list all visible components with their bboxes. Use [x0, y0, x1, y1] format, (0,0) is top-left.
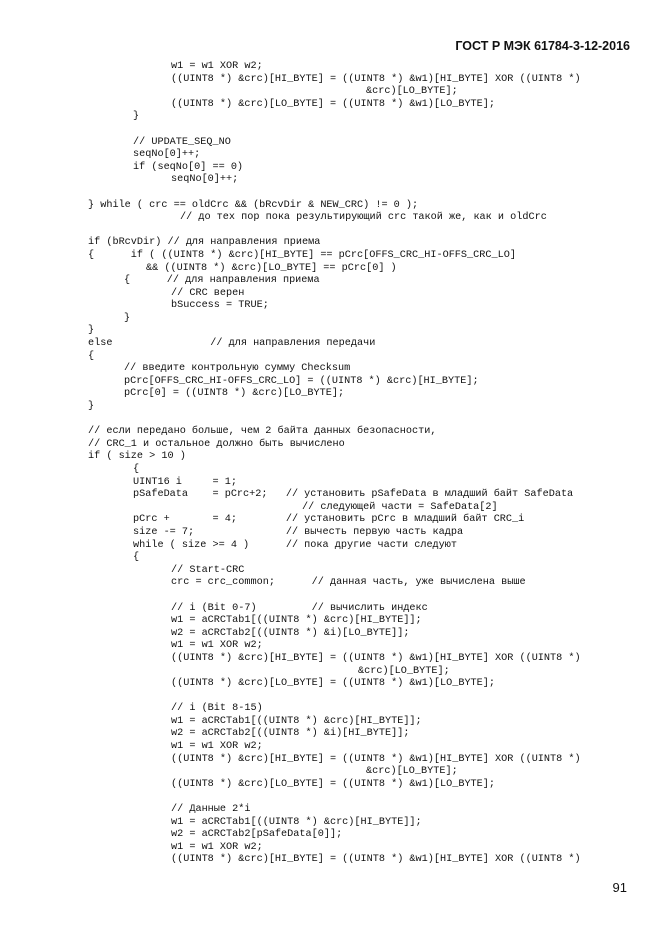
code-line: w1 = w1 XOR w2;: [171, 741, 263, 753]
code-line: {: [133, 464, 140, 475]
code-line: // i (Bit 8-15): [171, 703, 263, 715]
code-line: w1 = aCRCTab1[((UINT8 *) &crc)[HI_BYTE]];: [171, 715, 422, 727]
code-line: pCrc[OFFS_CRC_HI-OFFS_CRC_LO] = ((UINT8 *) &crc)[HI_BYTE];: [124, 375, 479, 387]
page-number: 91: [612, 880, 627, 895]
code-blank-line: [0, 691, 661, 704]
standard-header: ГОСТ Р МЭК 61784-3-12-2016: [455, 39, 630, 53]
code-line: w1 = w1 XOR w2;: [171, 841, 263, 853]
code-line: // следующей части = SafeData[2]: [302, 501, 498, 513]
code-line: size -= 7; // вычесть первую часть кадра: [133, 526, 464, 538]
code-line: seqNo[0]++;: [133, 149, 201, 161]
code-line: w2 = aCRCTab2[pSafeData[0]];: [171, 829, 343, 841]
code-line: w1 = w1 XOR w2;: [171, 640, 263, 652]
code-line: if ( size > 10 ): [88, 451, 186, 463]
code-line: // введите контрольную сумму Checksum: [124, 363, 351, 375]
code-line: w1 = aCRCTab1[((UINT8 *) &crc)[HI_BYTE]];: [171, 816, 422, 828]
code-line: UINT16 i = 1;: [133, 476, 237, 488]
code-line: // CRC верен: [171, 287, 245, 299]
code-line: crc = crc_common; // данная часть, уже вычислена выше: [171, 577, 526, 589]
code-line: pSafeData = pCrc+2; // установить pSafeData в младший байт SafeData: [133, 489, 574, 501]
code-line: // UPDATE_SEQ_NO: [133, 136, 231, 148]
code-line: ((UINT8 *) &crc)[HI_BYTE] = ((UINT8 *) &w1)[HI_BYTE] XOR ((UINT8 *): [171, 753, 581, 765]
code-listing: [0, 61, 661, 867]
code-line: bSuccess = TRUE;: [171, 300, 269, 312]
code-line: ((UINT8 *) &crc)[LO_BYTE] = ((UINT8 *) &w1)[LO_BYTE];: [171, 778, 496, 790]
code-blank-line: [0, 590, 661, 603]
code-line: // CRC_1 и остальное должно быть вычислено: [88, 438, 345, 450]
code-line: {: [133, 552, 140, 564]
code-line: &crc)[LO_BYTE];: [366, 86, 458, 98]
code-line: // Start-CRC: [171, 564, 245, 576]
code-line: }: [133, 111, 140, 123]
code-blank-line: [0, 791, 661, 804]
code-line: ((UINT8 *) &crc)[HI_BYTE] = ((UINT8 *) &w1)[HI_BYTE] XOR ((UINT8 *): [171, 652, 581, 664]
code-line: // Данные 2*i: [171, 804, 251, 816]
code-line: if (seqNo[0] == 0): [133, 161, 244, 173]
code-line: { // для направления приема: [124, 275, 320, 287]
code-line: &crc)[LO_BYTE];: [358, 665, 450, 677]
code-line: // если передано больше, чем 2 байта данных безопасности,: [88, 426, 437, 438]
code-line: pCrc[0] = ((UINT8 *) &crc)[LO_BYTE];: [124, 388, 345, 400]
code-blank-line: [0, 187, 661, 200]
code-line: &crc)[LO_BYTE];: [366, 766, 458, 778]
code-line: // до тех пор пока результирующий crc такой же, как и oldCrc: [180, 212, 547, 224]
code-line: if (bRcvDir) // для направления приема: [88, 237, 321, 249]
code-line: } while ( crc == oldCrc && (bRcvDir & NEW_CRC) != 0 );: [88, 199, 419, 211]
code-line: w1 = w1 XOR w2;: [171, 61, 263, 72]
code-line: ((UINT8 *) &crc)[HI_BYTE] = ((UINT8 *) &w1)[HI_BYTE] XOR ((UINT8 *): [171, 854, 581, 866]
code-line: ((UINT8 *) &crc)[LO_BYTE] = ((UINT8 *) &w1)[LO_BYTE];: [171, 98, 496, 110]
code-line: w2 = aCRCTab2[((UINT8 *) &i)[LO_BYTE]];: [171, 627, 410, 639]
code-line: while ( size >= 4 ) // пока другие части следуют: [133, 539, 458, 551]
code-line: w1 = aCRCTab1[((UINT8 *) &crc)[HI_BYTE]];: [171, 615, 422, 627]
code-blank-line: [0, 414, 661, 427]
code-line: }: [124, 312, 131, 324]
code-line: w2 = aCRCTab2[((UINT8 *) &i)[HI_BYTE]];: [171, 728, 410, 740]
code-line: && ((UINT8 *) &crc)[LO_BYTE] == pCrc[0] ): [146, 262, 397, 274]
code-line: else // для направления передачи: [88, 338, 376, 350]
code-blank-line: [0, 124, 661, 137]
code-line: seqNo[0]++;: [171, 174, 239, 186]
code-line: pCrc + = 4; // установить pCrc в младший байт CRC_i: [133, 514, 525, 526]
code-line: ((UINT8 *) &crc)[HI_BYTE] = ((UINT8 *) &w1)[HI_BYTE] XOR ((UINT8 *): [171, 73, 581, 85]
code-line: }: [88, 401, 95, 413]
code-line: }: [88, 325, 95, 337]
code-blank-line: [0, 225, 661, 238]
code-line: { if ( ((UINT8 *) &crc)[HI_BYTE] == pCrc[OFFS_CRC_HI-OFFS_CRC_LO]: [88, 249, 516, 261]
code-line: // i (Bit 0-7) // вычислить индекс: [171, 602, 428, 614]
code-line: ((UINT8 *) &crc)[LO_BYTE] = ((UINT8 *) &w1)[LO_BYTE];: [171, 678, 496, 690]
code-line: {: [88, 350, 95, 362]
